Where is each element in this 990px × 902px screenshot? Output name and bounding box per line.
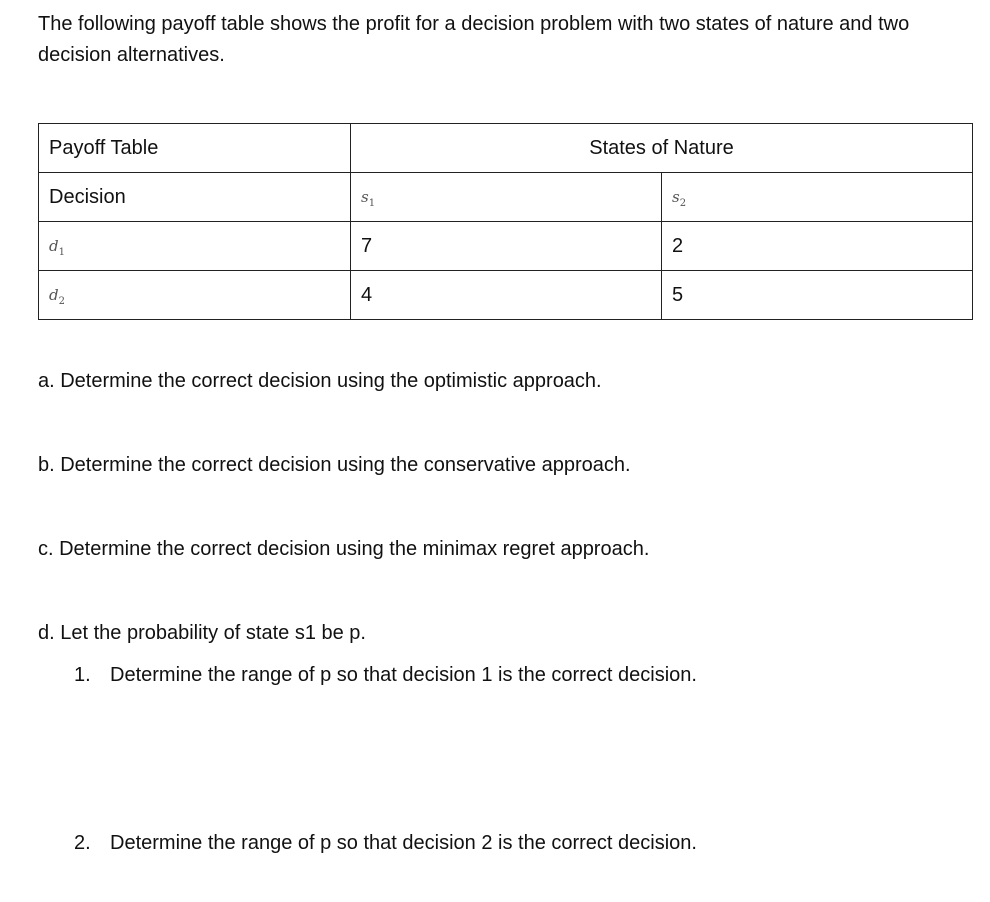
question-d-item-1	[74, 664, 697, 687]
list-item-number: 1.	[74, 664, 91, 686]
table-row	[39, 173, 973, 222]
payoff-table	[38, 123, 973, 320]
payoff-d2-s1: 4	[351, 271, 662, 320]
table-row	[39, 222, 973, 271]
decision-d2-label: $d_2$	[39, 271, 351, 320]
payoff-d2-s2: 5	[662, 271, 973, 320]
question-c: c. Determine the correct decision using the minimax regret approach.	[38, 538, 650, 560]
states-of-nature-header: States of Nature	[351, 124, 973, 173]
state-s2-header: $s_2$	[662, 173, 973, 222]
payoff-table-title: Payoff Table	[39, 124, 351, 173]
list-item-text: Determine the range of p so that decision 1 is the correct decision.	[110, 664, 697, 686]
decision-d1-label: $d_1$	[39, 222, 351, 271]
payoff-d1-s2: 2	[662, 222, 973, 271]
list-item-number: 2.	[74, 832, 91, 854]
table-row	[39, 271, 973, 320]
payoff-d1-s1: 7	[351, 222, 662, 271]
question-d: d. Let the probability of state s1 be p.	[38, 622, 366, 644]
problem-intro: The following payoff table shows the profit for a decision problem with two states of nature and two decision alternatives.	[38, 13, 910, 66]
table-header-row	[39, 124, 973, 173]
decision-label: Decision	[39, 173, 351, 222]
question-d-item-2	[74, 832, 697, 855]
question-b: b. Determine the correct decision using the conservative approach.	[38, 454, 631, 476]
state-s1-header: $s_1$	[351, 173, 662, 222]
question-a: a. Determine the correct decision using the optimistic approach.	[38, 370, 602, 392]
list-item-text: Determine the range of p so that decision 2 is the correct decision.	[110, 832, 697, 854]
